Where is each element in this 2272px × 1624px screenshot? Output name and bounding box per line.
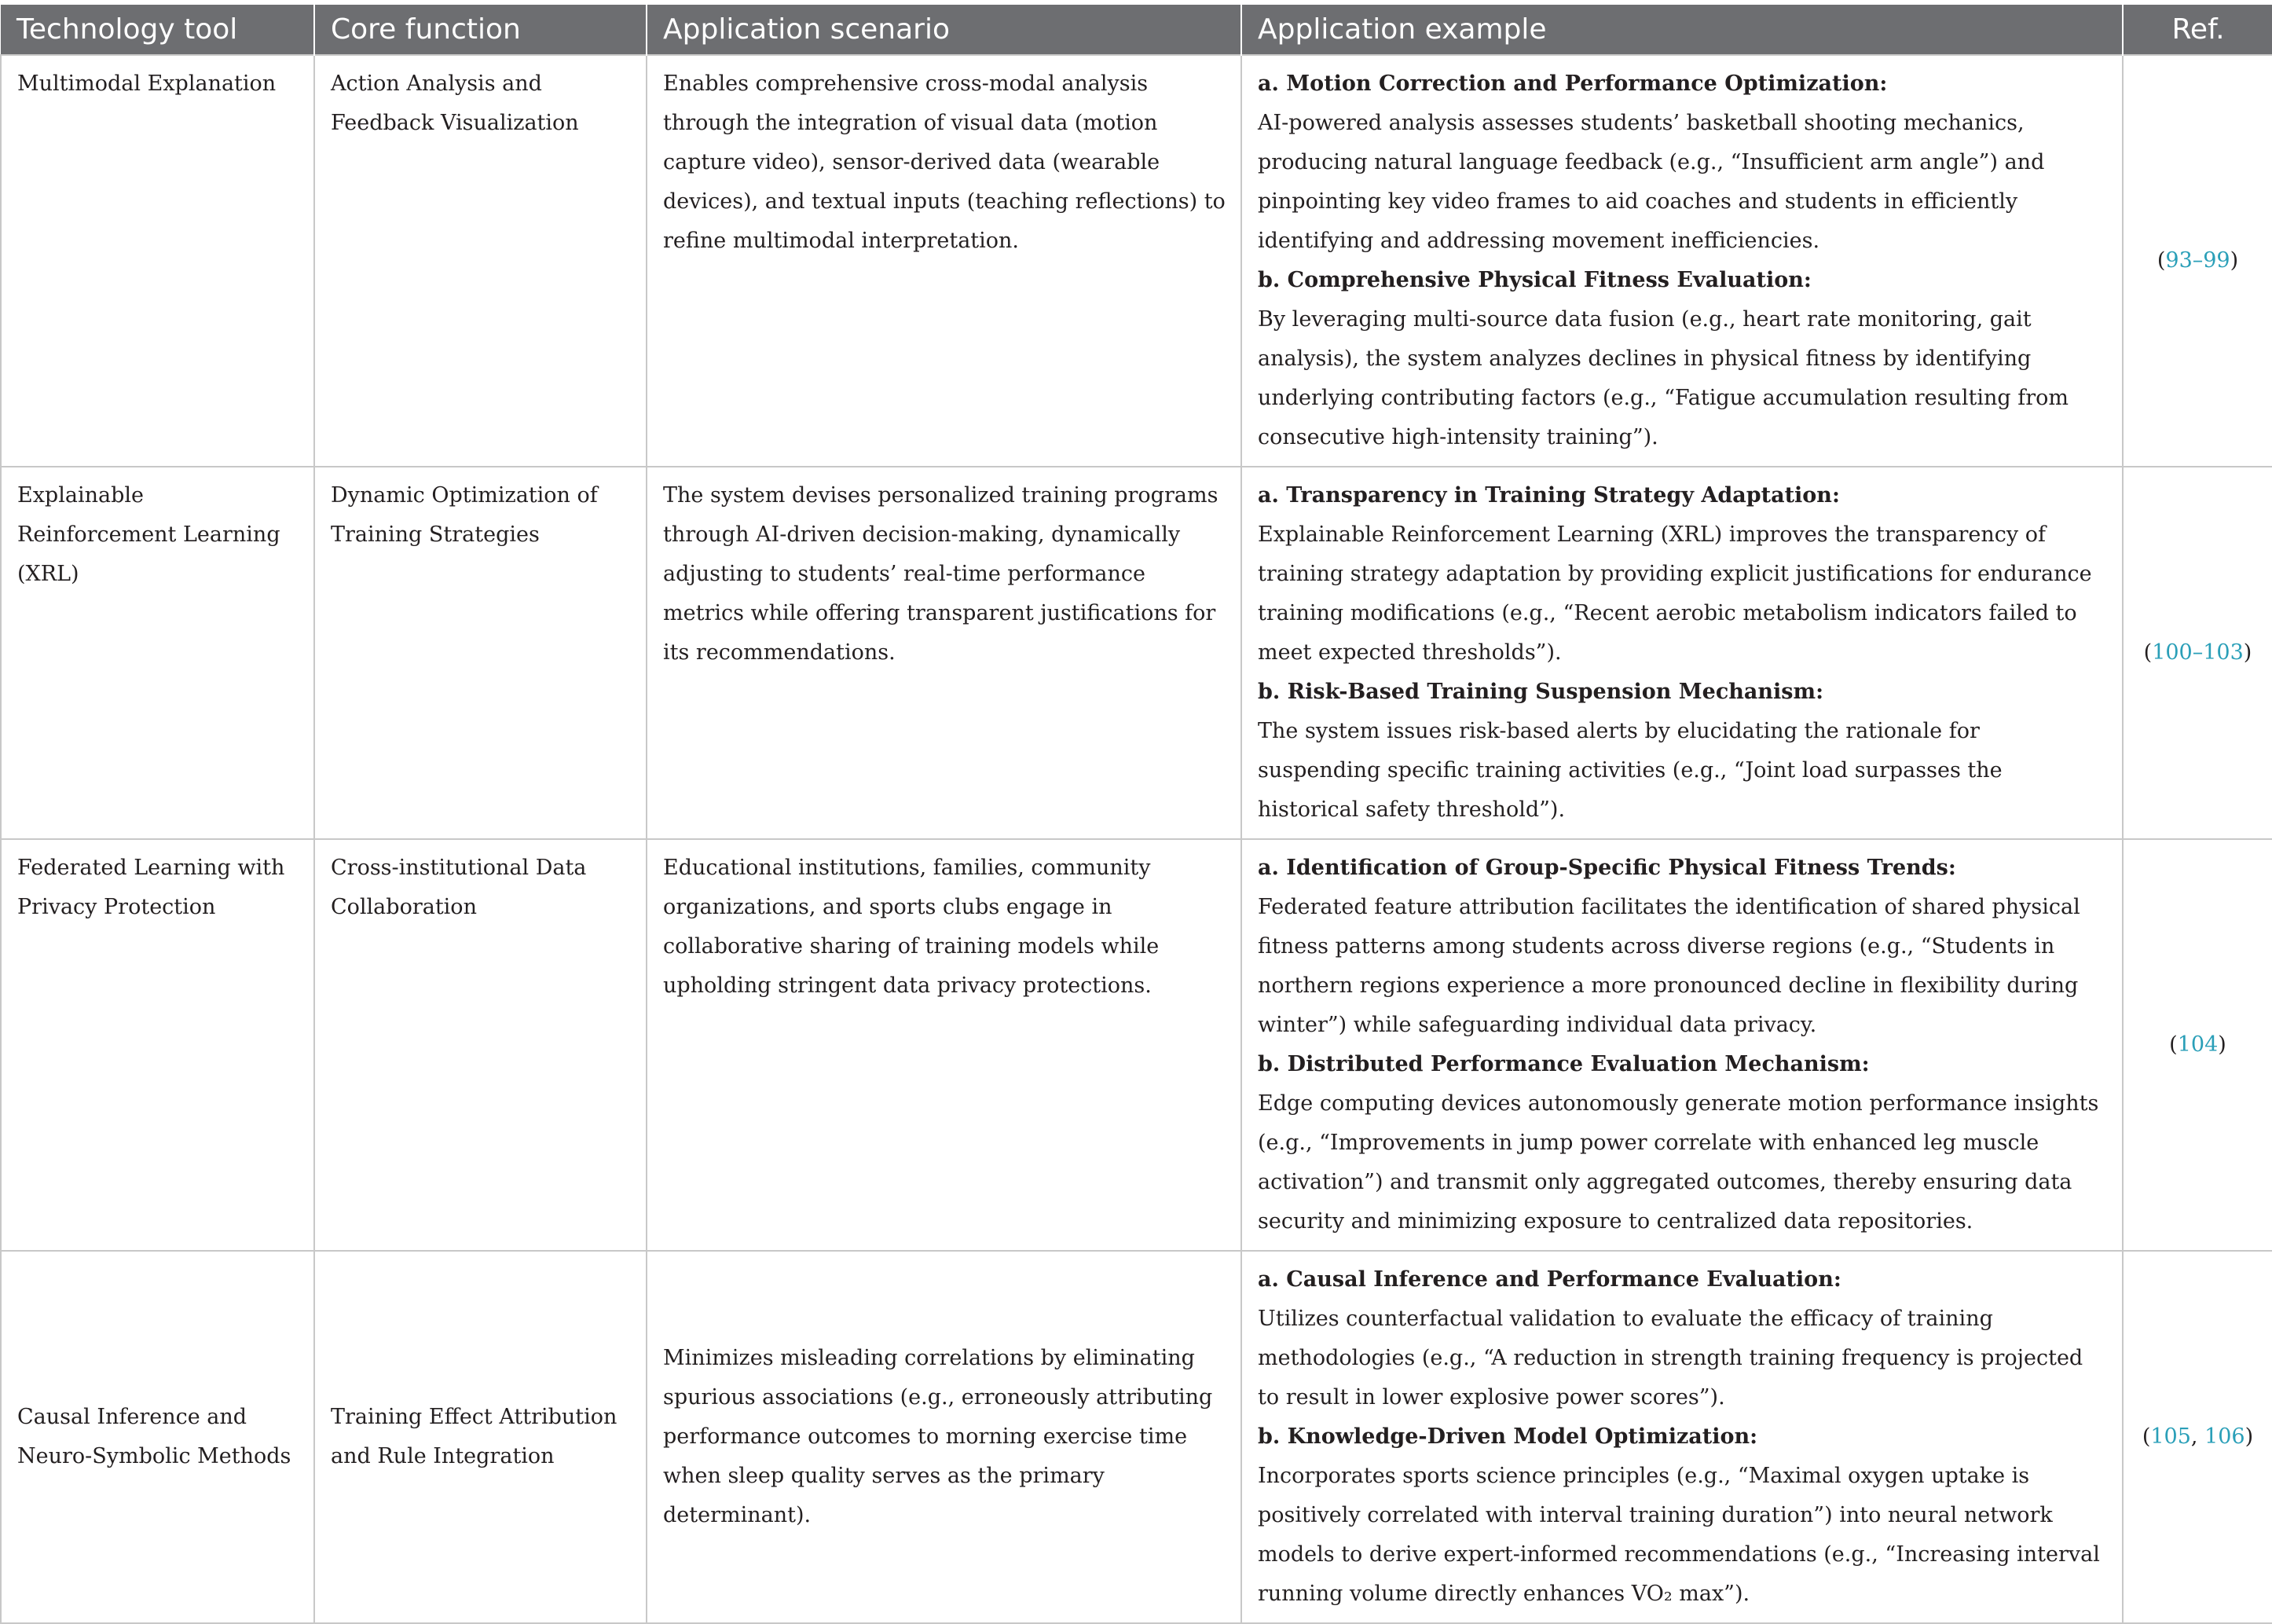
cell-example (1241, 467, 2123, 839)
example-b-text: By leveraging multi-source data fusion (e.g., heart rate monitoring, gait analysis), the system analyzes declines in physical fitness by identifying underlying contributing factors (e.g., “Fatigue accumulation resulting from consecutive high-intensity training”). (1258, 307, 2069, 449)
cell-ref (2123, 1251, 2272, 1623)
header-core-function: Core function (314, 5, 647, 55)
cell-scenario: The system devises personalized training programs through AI-driven decision-making, dynamically adjusting to students’ real-time performance metrics while offering transparent justifications for its recommendations. (647, 467, 1241, 839)
example-b-text: Edge computing devices autonomously generate motion performance insights (e.g., “Improvements in jump power correlate with enhanced leg muscle activation”) and transmit only aggregated outcomes, thereby ensuring data security and minimizing exposure to centralized data repositories. (1258, 1091, 2099, 1234)
cell-example (1241, 1251, 2123, 1623)
example-a-title: a. Identification of Group-Specific Physical Fitness Trends: (1258, 856, 1956, 880)
header-ref: Ref. (2123, 5, 2272, 55)
example-b-title: b. Risk-Based Training Suspension Mechanism: (1258, 680, 1824, 704)
example-b-text: Incorporates sports science principles (e.g., “Maximal oxygen uptake is positively correlated with interval training duration”) into neural network models to derive expert-informed recommendations (e.g., “Increasing interval running volume directly enhances VO₂ max”). (1258, 1464, 2100, 1606)
header-application-example: Application example (1241, 5, 2123, 55)
example-a-text: Utilizes counterfactual validation to evaluate the efficacy of training methodologies (e.g., “A reduction in strength training frequency is projected to result in lower explosive power scores”). (1258, 1307, 2083, 1410)
cell-function: Training Effect Attribution and Rule Integration (314, 1251, 647, 1623)
example-a-title: a. Causal Inference and Performance Evaluation: (1258, 1267, 1841, 1292)
example-a-text: Explainable Reinforcement Learning (XRL) improves the transparency of training strategy adaptation by providing explicit justifications for endurance training modifications (e.g., “Recent aerobic metabolism indicators failed to meet expected thresholds”). (1258, 522, 2092, 665)
example-a-title: a. Transparency in Training Strategy Adaptation: (1258, 483, 1840, 508)
cell-ref (2123, 55, 2272, 467)
ref-close: ) (2243, 640, 2252, 665)
cell-scenario: Enables comprehensive cross-modal analysis through the integration of visual data (motion capture video), sensor-derived data (wearable devices), and textual inputs (teaching reflections) to refine multimodal interpretation. (647, 55, 1241, 467)
ref-link[interactable]: 100 (2152, 640, 2193, 665)
cell-example (1241, 839, 2123, 1251)
table-row (1, 839, 2272, 1251)
cell-function: Cross-institutional Data Collaboration (314, 839, 647, 1251)
table-row (1, 467, 2272, 839)
table-row (1, 55, 2272, 467)
ref-separator: , (2190, 1424, 2205, 1449)
ref-link[interactable]: 103 (2203, 640, 2244, 665)
ref-close: ) (2230, 248, 2239, 273)
ref-open: ( (2142, 1424, 2151, 1449)
ref-separator: – (2192, 640, 2204, 665)
example-a-title: a. Motion Correction and Performance Optimization: (1258, 71, 1888, 96)
header-technology-tool: Technology tool (1, 5, 314, 55)
cell-tool: Federated Learning with Privacy Protection (1, 839, 314, 1251)
header-application-scenario: Application scenario (647, 5, 1241, 55)
cell-tool: Explainable Reinforcement Learning (XRL) (1, 467, 314, 839)
cell-function: Dynamic Optimization of Training Strategies (314, 467, 647, 839)
ref-link[interactable]: 106 (2204, 1424, 2245, 1449)
cell-tool: Causal Inference and Neuro-Symbolic Methods (1, 1251, 314, 1623)
technology-table (0, 5, 2272, 1624)
example-b-title: b. Comprehensive Physical Fitness Evaluation: (1258, 268, 1812, 292)
ref-link[interactable]: 104 (2177, 1032, 2219, 1057)
ref-close: ) (2218, 1032, 2226, 1057)
ref-open: ( (2143, 640, 2153, 665)
example-b-title: b. Knowledge-Driven Model Optimization: (1258, 1424, 1758, 1449)
header-row (1, 5, 2272, 55)
ref-link[interactable]: 93 (2165, 248, 2193, 273)
cell-tool: Multimodal Explanation (1, 55, 314, 467)
cell-example (1241, 55, 2123, 467)
example-b-text: The system issues risk-based alerts by elucidating the rationale for suspending specific training activities (e.g., “Joint load surpasses the historical safety threshold”). (1258, 719, 2003, 822)
example-a-text: Federated feature attribution facilitates the identification of shared physical fitness patterns among students across diverse regions (e.g., “Students in northern regions experience a more pronounced decline in flexibility during winter”) while safeguarding individual data privacy. (1258, 895, 2080, 1037)
ref-link[interactable]: 99 (2203, 248, 2230, 273)
ref-close: ) (2245, 1424, 2254, 1449)
cell-ref (2123, 839, 2272, 1251)
ref-separator: – (2192, 248, 2204, 273)
ref-open: ( (2157, 248, 2166, 273)
cell-ref (2123, 467, 2272, 839)
cell-scenario: Educational institutions, families, community organizations, and sports clubs engage in collaborative sharing of training models while upholding stringent data privacy protections. (647, 839, 1241, 1251)
example-a-text: AI-powered analysis assesses students’ basketball shooting mechanics, producing natural language feedback (e.g., “Insufficient arm angle”) and pinpointing key video frames to aid coaches and students in efficiently identifying and addressing movement inefficiencies. (1258, 111, 2045, 253)
example-b-title: b. Distributed Performance Evaluation Mechanism: (1258, 1052, 1870, 1076)
cell-scenario: Minimizes misleading correlations by eliminating spurious associations (e.g., erroneously attributing performance outcomes to morning exercise time when sleep quality serves as the primary determinant). (647, 1251, 1241, 1623)
ref-open: ( (2169, 1032, 2178, 1057)
table-row (1, 1251, 2272, 1623)
ref-link[interactable]: 105 (2150, 1424, 2191, 1449)
cell-function: Action Analysis and Feedback Visualization (314, 55, 647, 467)
